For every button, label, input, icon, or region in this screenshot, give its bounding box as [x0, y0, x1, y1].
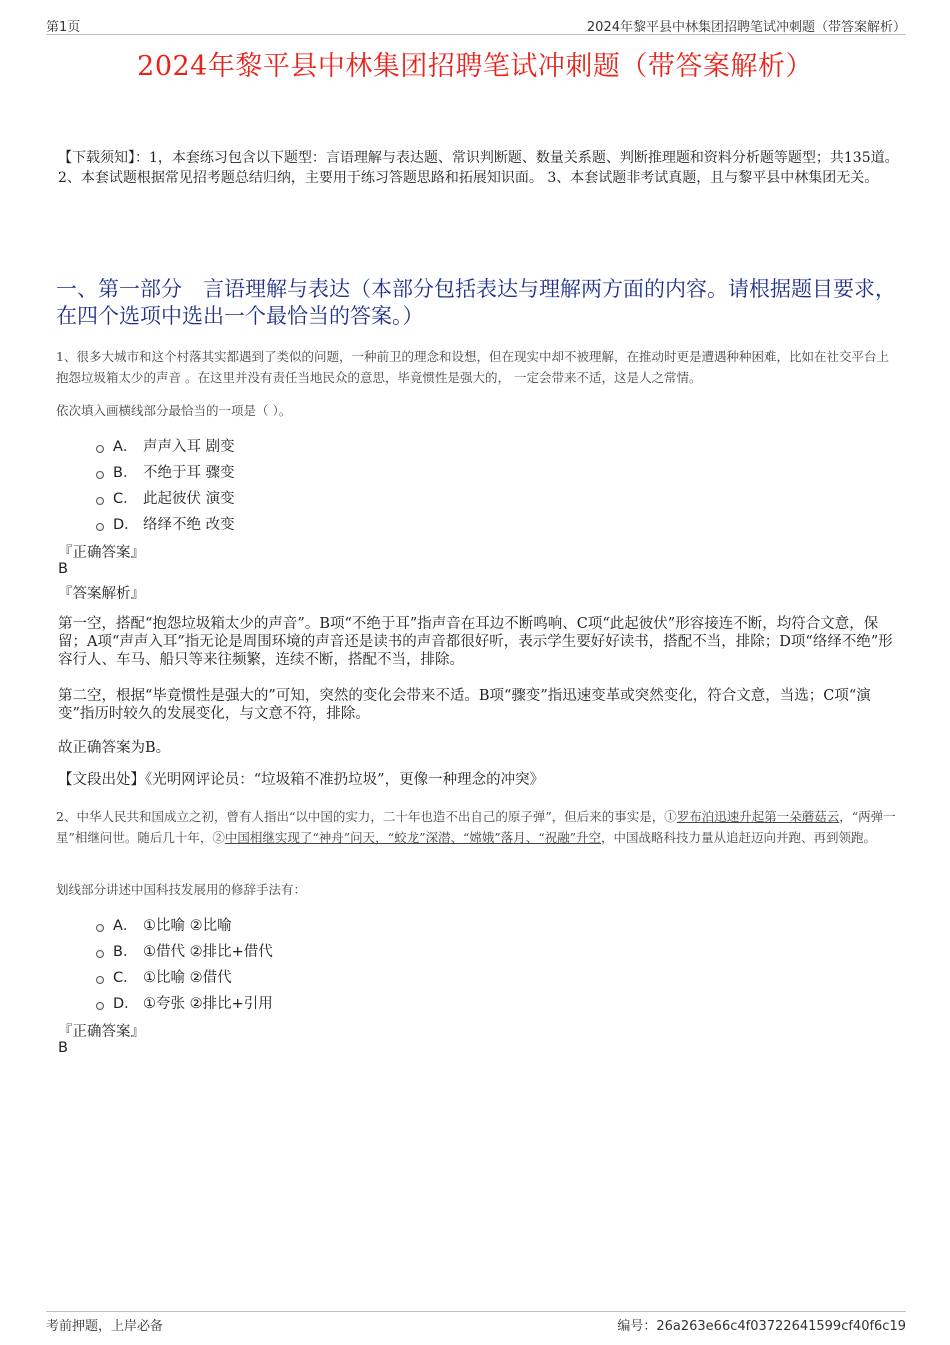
radio-icon[interactable] [96, 445, 104, 453]
option-d[interactable]: D． ①夸张 ②排比+引用 [96, 989, 273, 1015]
question-1-text: 1、很多大城市和这个村落其实都遇到了类似的问题，一种前卫的理念和设想，但在现实中却不被理解，在推动时更是遭遇种种困难，比如在社交平台上抱怨垃圾箱太少的声音 。在这里并没有责任当地民众的意思，毕竟惯性是强大的， 一定会带来不适，这是人之常情。 [56, 349, 889, 385]
radio-icon[interactable] [96, 976, 104, 984]
radio-icon[interactable] [96, 523, 104, 531]
option-d[interactable]: D． 络绎不绝 改变 [96, 510, 235, 536]
conclusion: 故正确答案为B。 [58, 740, 171, 756]
answer-label: 『正确答案』 [58, 1024, 145, 1040]
question-2-text: 2、中华人民共和国成立之初，曾有人指出“以中国的实力，二十年也造不出自己的原子弹”，但后来的事实是，①罗布泊迅速升起第一朵蘑菇云，“两弹一星”相继问世。随后几十年，②中国相继实现了“神舟”问天，“蛟龙”深潜、“嫦娥”落月、“祝融”升空，中国战略科技力量从追赶迈向并跑、再到领跑。 [56, 809, 896, 845]
section-title: 一、第一部分 言语理解与表达（本部分包括表达与理解两方面的内容。请根据题目要求，在四个选项中选出一个最恰当的答案。） [56, 277, 896, 328]
question-2-prompt: 划线部分讲述中国科技发展用的修辞手法有： [56, 882, 307, 897]
footer-slogan: 考前押题，上岸必备 [46, 1319, 164, 1334]
header-doc-title: 2024年黎平县中林集团招聘笔试冲刺题（带答案解析） [586, 20, 906, 35]
question-1-prompt: 依次填入画横线部分最恰当的一项是（ ）。 [56, 403, 292, 418]
underlined-phrase-2: 中国相继实现了“神舟”问天，“蛟龙”深潜、“嫦娥”落月、“祝融”升空 [224, 830, 602, 845]
radio-icon[interactable] [96, 950, 104, 958]
underlined-phrase-1: 罗布泊迅速升起第一朵蘑菇云 [676, 809, 840, 824]
radio-icon[interactable] [96, 1002, 104, 1010]
radio-icon[interactable] [96, 924, 104, 932]
option-b[interactable]: B． 不绝于耳 骤变 [96, 458, 235, 484]
radio-icon[interactable] [96, 497, 104, 505]
document-title: 2024年黎平县中林集团招聘笔试冲刺题（带答案解析） [137, 51, 813, 82]
page-footer [46, 1311, 906, 1334]
option-a[interactable]: A． ①比喻 ②比喻 [96, 911, 273, 937]
page-header [46, 14, 906, 35]
option-a[interactable]: A． 声声入耳 剧变 [96, 432, 235, 458]
source-citation: 【文段出处】《光明网评论员：“垃圾箱不准扔垃圾”，更像一种理念的冲突》 [58, 772, 545, 788]
answer-value: B [58, 1040, 68, 1056]
analysis-label: 『答案解析』 [58, 586, 145, 602]
download-notice: 【下载须知】：1，本套练习包含以下题型：言语理解与表达题、常识判断题、数量关系题、判断推理题和资料分析题等题型；共135道。 2、本套试题根据常见招考题总结归纳，主要用于练习答题思路和拓展知识面。 3、本套试题非考试真题，且与黎平县中林集团无关。 [58, 150, 899, 186]
question-1-options [96, 432, 235, 536]
option-b[interactable]: B． ①借代 ②排比+借代 [96, 937, 273, 963]
option-c[interactable]: C． 此起彼伏 演变 [96, 484, 235, 510]
answer-value: B [58, 561, 68, 577]
radio-icon[interactable] [96, 471, 104, 479]
page-number: 第1页 [46, 20, 81, 35]
analysis-paragraph-1: 第一空，搭配“抱怨垃圾箱太少的声音”。B项“不绝于耳”指声音在耳边不断鸣响、C项“此起彼伏”形容接连不断，均符合文意，保留；A项“声声入耳”指无论是周围环境的声音还是读书的声音都很好听，表示学生要好好读书，搭配不当，排除；D项“络绎不绝”形容行人、车马、船只等来往频繁，连续不断，搭配不当，排除。 [58, 616, 893, 668]
option-c[interactable]: C． ①比喻 ②借代 [96, 963, 273, 989]
analysis-paragraph-2: 第二空，根据“毕竟惯性是强大的”可知，突然的变化会带来不适。B项“骤变”指迅速变革或突然变化，符合文意，当选；C项“演变”指历时较久的发展变化，与文意不符，排除。 [58, 688, 871, 722]
document-code: 编号：26a263e66c4f03722641599cf40f6c19 [617, 1319, 906, 1334]
answer-label: 『正确答案』 [58, 545, 145, 561]
question-2-options [96, 911, 273, 1015]
